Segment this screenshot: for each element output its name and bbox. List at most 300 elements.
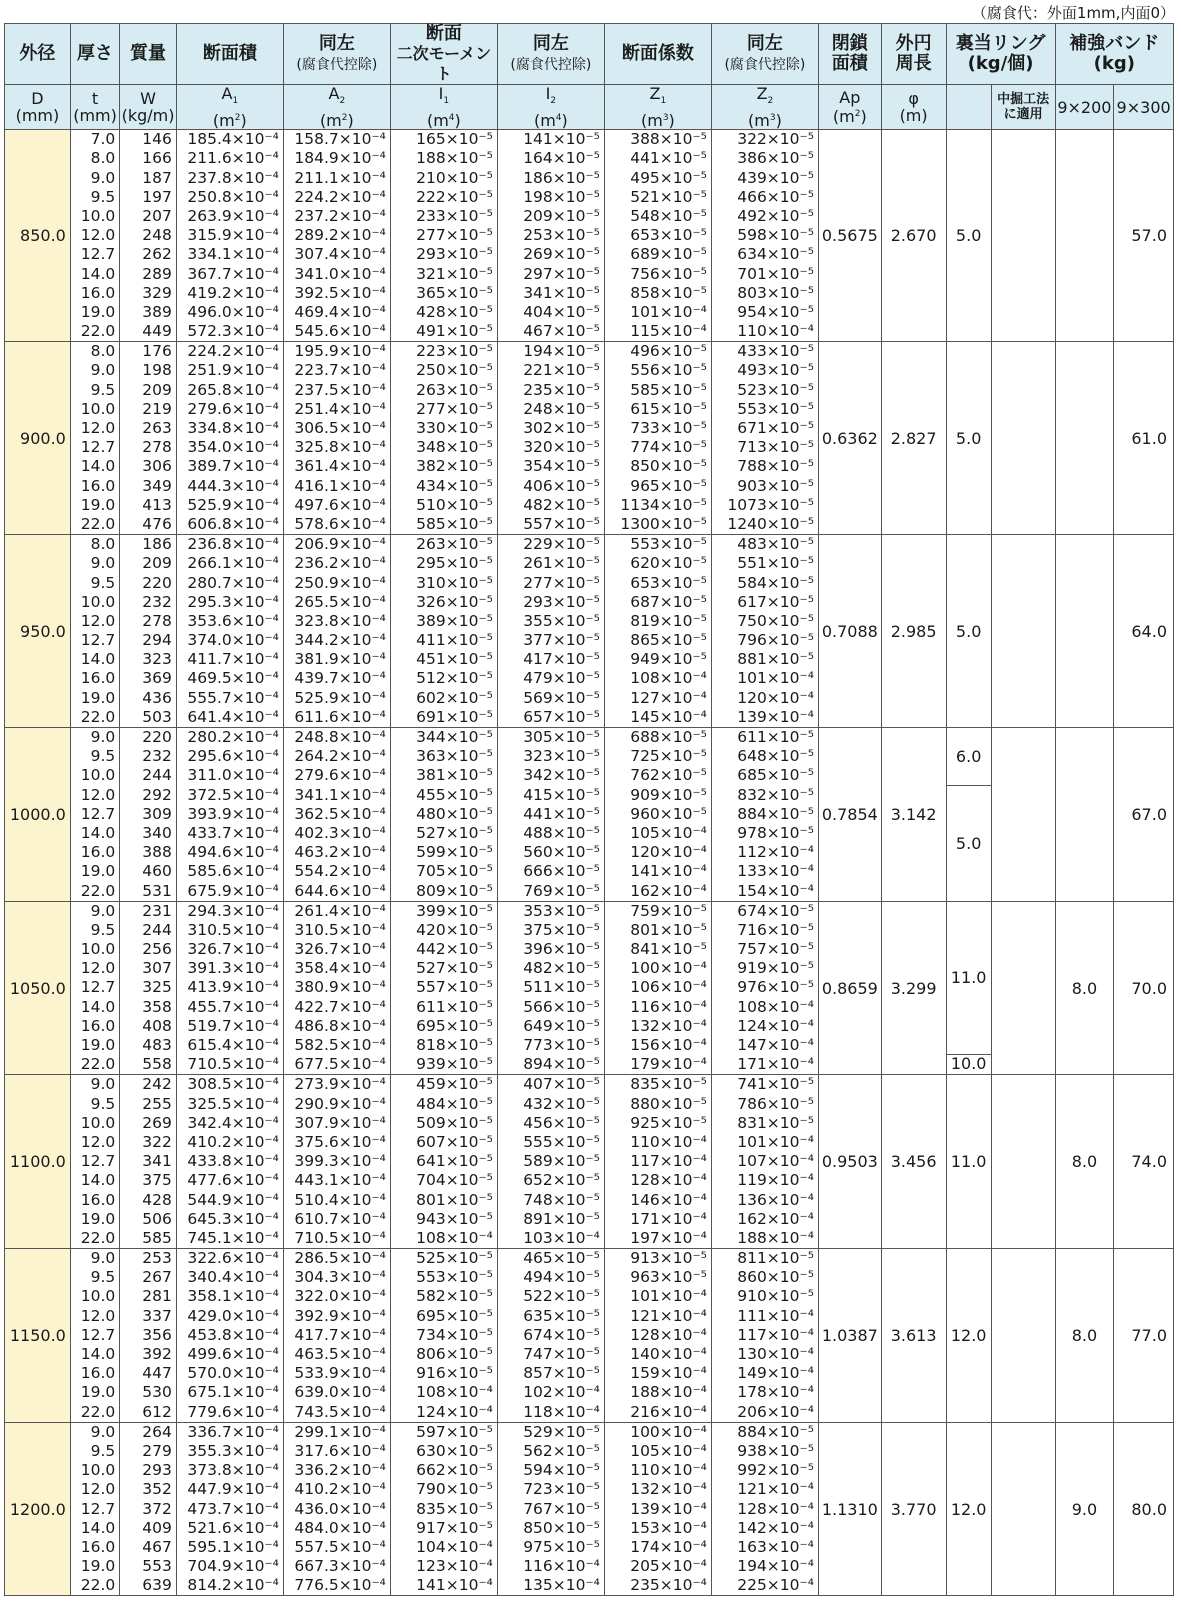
col-i1 — [390, 728, 497, 902]
ring-cell: 11.0 — [946, 1075, 991, 1249]
table-row — [5, 728, 1174, 902]
a1-value: 419.2×10⁻⁴ — [187, 283, 279, 302]
col-a1 — [176, 901, 283, 1075]
i1-value: 607×10⁻⁵ — [416, 1132, 493, 1151]
t-value: 16.0 — [80, 1190, 116, 1209]
col-z1 — [604, 342, 711, 535]
i2-value: 135×10⁻⁴ — [523, 1576, 600, 1595]
ring-value: 11.0 — [950, 968, 987, 988]
a1-value: 521.6×10⁻⁴ — [187, 1518, 279, 1537]
i1-value: 188×10⁻⁵ — [416, 149, 493, 168]
i2-value: 396×10⁻⁵ — [523, 940, 600, 959]
a2-value: 422.7×10⁻⁴ — [294, 997, 386, 1016]
ring-sub-cell — [991, 901, 1055, 1075]
i2-value: 441×10⁻⁵ — [523, 804, 600, 823]
w-value: 267 — [142, 1268, 172, 1287]
i1-value: 123×10⁻⁴ — [416, 1557, 493, 1576]
diameter-cell: 1100.0 — [5, 1075, 71, 1249]
w-value: 460 — [142, 862, 172, 881]
i2-value: 432×10⁻⁵ — [523, 1094, 600, 1113]
z1-value: 880×10⁻⁵ — [630, 1094, 707, 1113]
z2-value: 832×10⁻⁵ — [737, 785, 814, 804]
i2-value: 221×10⁻⁵ — [523, 361, 600, 380]
a1-value: 525.9×10⁻⁴ — [187, 495, 279, 514]
a2-value: 237.5×10⁻⁴ — [294, 380, 386, 399]
z2-value: 133×10⁻⁴ — [737, 862, 814, 881]
i1-value: 527×10⁻⁵ — [416, 823, 493, 842]
a1-value: 325.5×10⁻⁴ — [187, 1094, 279, 1113]
col-i1 — [390, 901, 497, 1075]
w-value: 553 — [142, 1557, 172, 1576]
col-z1 — [604, 1422, 711, 1596]
w-value: 585 — [142, 1228, 172, 1247]
i1-value: 295×10⁻⁵ — [416, 554, 493, 573]
a1-value: 499.6×10⁻⁴ — [187, 1345, 279, 1363]
z1-value: 756×10⁻⁵ — [630, 264, 707, 283]
z1-value: 108×10⁻⁴ — [630, 669, 707, 688]
i1-value: 491×10⁻⁵ — [416, 322, 493, 341]
col-z1 — [604, 901, 711, 1075]
a2-value: 273.9×10⁻⁴ — [294, 1075, 386, 1094]
a2-value: 525.9×10⁻⁴ — [294, 688, 386, 707]
a2-value: 510.4×10⁻⁴ — [294, 1190, 386, 1209]
col-i1 — [390, 535, 497, 728]
a1-value: 295.6×10⁻⁴ — [187, 747, 279, 766]
z2-value: 938×10⁻⁵ — [737, 1441, 814, 1460]
t-value: 9.5 — [90, 920, 116, 939]
a2-value: 248.8×10⁻⁴ — [294, 728, 386, 746]
a1-value: 453.8×10⁻⁴ — [187, 1325, 279, 1344]
w-value: 278 — [142, 611, 172, 630]
ring-sub-cell — [991, 1249, 1055, 1423]
table-row — [5, 130, 1174, 342]
col-a1 — [176, 1249, 283, 1423]
col-w — [120, 130, 177, 342]
perimeter-cell: 3.456 — [881, 1075, 946, 1249]
z2-value: 523×10⁻⁵ — [737, 380, 814, 399]
i1-value: 263×10⁻⁵ — [416, 380, 493, 399]
t-value: 14.0 — [80, 1518, 116, 1537]
a2-value: 410.2×10⁻⁴ — [294, 1480, 386, 1499]
closed-area-cell: 0.7854 — [818, 728, 881, 902]
w-value: 231 — [142, 901, 172, 920]
z2-value: 108×10⁻⁴ — [737, 997, 814, 1016]
z2-value: 910×10⁻⁵ — [737, 1287, 814, 1306]
w-value: 294 — [142, 631, 172, 650]
z2-value: 188×10⁻⁴ — [737, 1228, 814, 1247]
w-value: 232 — [142, 747, 172, 766]
i2-value: 465×10⁻⁵ — [523, 1249, 600, 1268]
unit-band-200: 9×200 — [1055, 85, 1114, 130]
i2-value: 589×10⁻⁵ — [523, 1152, 600, 1171]
z2-value: 120×10⁻⁴ — [737, 688, 814, 707]
a2-value: 223.7×10⁻⁴ — [294, 361, 386, 380]
t-value: 12.0 — [80, 611, 116, 630]
col-i1 — [390, 1422, 497, 1596]
z2-value: 206×10⁻⁴ — [737, 1402, 814, 1421]
z2-value: 611×10⁻⁵ — [737, 728, 814, 746]
z1-value: 106×10⁻⁴ — [630, 978, 707, 997]
a1-value: 251.9×10⁻⁴ — [187, 361, 279, 380]
i2-value: 277×10⁻⁵ — [523, 573, 600, 592]
z1-value: 496×10⁻⁵ — [630, 342, 707, 361]
i1-value: 223×10⁻⁵ — [416, 342, 493, 361]
col-a2 — [283, 1249, 390, 1423]
corrosion-note: （腐食代：外面1mm,内面0） — [971, 4, 1175, 22]
z1-value: 153×10⁻⁴ — [630, 1518, 707, 1537]
diameter-cell: 900.0 — [5, 342, 71, 535]
w-value: 639 — [142, 1576, 172, 1595]
i1-value: 582×10⁻⁵ — [416, 1287, 493, 1306]
z1-value: 963×10⁻⁵ — [630, 1268, 707, 1287]
a1-value: 675.9×10⁻⁴ — [187, 881, 279, 900]
t-value: 10.0 — [80, 399, 116, 418]
col-t — [70, 1422, 119, 1596]
z2-value: 178×10⁻⁴ — [737, 1383, 814, 1402]
i1-value: 459×10⁻⁵ — [416, 1075, 493, 1094]
a1-value: 433.7×10⁻⁴ — [187, 823, 279, 842]
a1-value: 266.1×10⁻⁴ — [187, 554, 279, 573]
a2-value: 250.9×10⁻⁴ — [294, 573, 386, 592]
diameter-cell: 1200.0 — [5, 1422, 71, 1596]
a1-value: 455.7×10⁻⁴ — [187, 997, 279, 1016]
band-300-cell: 80.0 — [1114, 1422, 1174, 1596]
i2-value: 404×10⁻⁵ — [523, 302, 600, 321]
z2-value: 553×10⁻⁵ — [737, 399, 814, 418]
a2-value: 306.5×10⁻⁴ — [294, 419, 386, 437]
a1-value: 710.5×10⁻⁴ — [187, 1055, 279, 1074]
col-a1 — [176, 535, 283, 728]
header-z1: 断面係数 — [604, 24, 711, 85]
a2-value: 443.1×10⁻⁴ — [294, 1171, 386, 1190]
a1-value: 411.7×10⁻⁴ — [187, 650, 279, 669]
z2-value: 142×10⁻⁴ — [737, 1518, 814, 1537]
a2-value: 610.7×10⁻⁴ — [294, 1209, 386, 1228]
z1-value: 1134×10⁻⁵ — [620, 495, 707, 514]
t-value: 14.0 — [80, 457, 116, 476]
z2-value: 750×10⁻⁵ — [737, 611, 814, 630]
a1-value: 237.8×10⁻⁴ — [187, 168, 279, 187]
col-z2 — [711, 1075, 818, 1249]
a2-value: 195.9×10⁻⁴ — [294, 342, 386, 361]
header-a2: 同左 (腐食代控除) — [283, 24, 390, 85]
a1-value: 236.8×10⁻⁴ — [187, 535, 279, 554]
i1-value: 210×10⁻⁵ — [416, 168, 493, 187]
a1-value: 494.6×10⁻⁴ — [187, 843, 279, 862]
t-value: 16.0 — [80, 476, 116, 495]
i2-value: 305×10⁻⁵ — [523, 728, 600, 746]
a1-value: 389.7×10⁻⁴ — [187, 457, 279, 476]
header-z2: 同左 (腐食代控除) — [711, 24, 818, 85]
band-200-cell: 9.0 — [1055, 1422, 1114, 1596]
i2-value: 209×10⁻⁵ — [523, 206, 600, 225]
diameter-cell: 1150.0 — [5, 1249, 71, 1423]
i1-value: 363×10⁻⁵ — [416, 747, 493, 766]
t-value: 12.7 — [80, 1325, 116, 1344]
w-value: 220 — [142, 573, 172, 592]
z1-value: 171×10⁻⁴ — [630, 1209, 707, 1228]
t-value: 16.0 — [80, 1016, 116, 1035]
z1-value: 858×10⁻⁵ — [630, 283, 707, 302]
w-value: 209 — [142, 554, 172, 573]
t-value: 12.7 — [80, 1499, 116, 1518]
a1-value: 779.6×10⁻⁴ — [187, 1402, 279, 1421]
i2-value: 666×10⁻⁵ — [523, 862, 600, 881]
i1-value: 389×10⁻⁵ — [416, 611, 493, 630]
t-value: 9.0 — [90, 361, 116, 380]
z1-value: 159×10⁻⁴ — [630, 1364, 707, 1383]
a1-value: 570.0×10⁻⁴ — [187, 1364, 279, 1383]
col-t — [70, 535, 119, 728]
col-i2 — [497, 1422, 604, 1596]
z1-value: 188×10⁻⁴ — [630, 1383, 707, 1402]
t-value: 19.0 — [80, 1383, 116, 1402]
z2-value: 584×10⁻⁵ — [737, 573, 814, 592]
w-value: 292 — [142, 785, 172, 804]
band-200-cell — [1055, 342, 1114, 535]
a1-value: 477.6×10⁻⁴ — [187, 1171, 279, 1190]
w-value: 198 — [142, 361, 172, 380]
table-row — [5, 342, 1174, 535]
w-value: 447 — [142, 1364, 172, 1383]
i1-value: 365×10⁻⁵ — [416, 283, 493, 302]
a2-value: 380.9×10⁻⁴ — [294, 978, 386, 997]
a2-value: 322.0×10⁻⁴ — [294, 1287, 386, 1306]
i2-value: 747×10⁻⁵ — [523, 1345, 600, 1363]
t-value: 12.7 — [80, 804, 116, 823]
header-w: 質量 — [120, 24, 177, 85]
t-value: 16.0 — [80, 669, 116, 688]
t-value: 22.0 — [80, 514, 116, 533]
i1-value: 420×10⁻⁵ — [416, 920, 493, 939]
ring-value-alt: 10.0 — [947, 1054, 991, 1073]
ring-sub-cell — [991, 728, 1055, 902]
t-value: 12.0 — [80, 1306, 116, 1325]
z1-value: 762×10⁻⁵ — [630, 766, 707, 785]
i2-value: 857×10⁻⁵ — [523, 1364, 600, 1383]
w-value: 558 — [142, 1055, 172, 1074]
col-z2 — [711, 535, 818, 728]
i2-value: 557×10⁻⁵ — [523, 514, 600, 533]
t-value: 10.0 — [80, 1113, 116, 1132]
z2-value: 954×10⁻⁵ — [737, 302, 814, 321]
z1-value: 548×10⁻⁵ — [630, 206, 707, 225]
z1-value: 132×10⁻⁴ — [630, 1016, 707, 1035]
z1-value: 132×10⁻⁴ — [630, 1480, 707, 1499]
t-value: 12.0 — [80, 785, 116, 804]
i2-value: 529×10⁻⁵ — [523, 1422, 600, 1441]
col-z1 — [604, 728, 711, 902]
t-value: 19.0 — [80, 302, 116, 321]
i2-value: 186×10⁻⁵ — [523, 168, 600, 187]
band-200-cell — [1055, 535, 1114, 728]
t-value: 16.0 — [80, 1364, 116, 1383]
i2-value: 102×10⁻⁴ — [523, 1383, 600, 1402]
i1-value: 599×10⁻⁵ — [416, 843, 493, 862]
z1-value: 687×10⁻⁵ — [630, 592, 707, 611]
z1-value: 139×10⁻⁴ — [630, 1499, 707, 1518]
i2-value: 674×10⁻⁵ — [523, 1325, 600, 1344]
z1-value: 653×10⁻⁵ — [630, 226, 707, 245]
z1-value: 774×10⁻⁵ — [630, 438, 707, 457]
i2-value: 467×10⁻⁵ — [523, 322, 600, 341]
header-a1: 断面積 — [176, 24, 283, 85]
i1-value: 382×10⁻⁵ — [416, 457, 493, 476]
i2-value: 103×10⁻⁴ — [523, 1228, 600, 1247]
t-value: 19.0 — [80, 495, 116, 514]
i2-value: 302×10⁻⁵ — [523, 419, 600, 437]
a2-value: 463.2×10⁻⁴ — [294, 843, 386, 862]
a1-value: 211.6×10⁻⁴ — [187, 149, 279, 168]
a2-value: 469.4×10⁻⁴ — [294, 302, 386, 321]
t-value: 14.0 — [80, 997, 116, 1016]
col-z2 — [711, 901, 818, 1075]
header-d: 外径 — [5, 24, 71, 85]
i1-value: 451×10⁻⁵ — [416, 650, 493, 669]
i2-value: 355×10⁻⁵ — [523, 611, 600, 630]
i2-value: 975×10⁻⁵ — [523, 1537, 600, 1556]
w-value: 244 — [142, 766, 172, 785]
w-value: 209 — [142, 380, 172, 399]
z2-value: 884×10⁻⁵ — [737, 804, 814, 823]
a1-value: 308.5×10⁻⁴ — [187, 1075, 279, 1094]
i2-value: 769×10⁻⁵ — [523, 881, 600, 900]
w-value: 349 — [142, 476, 172, 495]
a1-value: 353.6×10⁻⁴ — [187, 611, 279, 630]
ring-value-alt: 5.0 — [955, 833, 982, 853]
i2-value: 652×10⁻⁵ — [523, 1171, 600, 1190]
i1-value: 222×10⁻⁵ — [416, 187, 493, 206]
a1-value: 473.7×10⁻⁴ — [187, 1499, 279, 1518]
col-w — [120, 1422, 177, 1596]
unit-a2: $A_2$ $(m^2)$ — [283, 85, 390, 130]
a1-value: 496.0×10⁻⁴ — [187, 302, 279, 321]
i2-value: 482×10⁻⁵ — [523, 959, 600, 978]
z1-value: 965×10⁻⁵ — [630, 476, 707, 495]
col-w — [120, 901, 177, 1075]
a2-value: 184.9×10⁻⁴ — [294, 149, 386, 168]
z2-value: 112×10⁻⁴ — [737, 843, 814, 862]
i1-value: 691×10⁻⁵ — [416, 707, 493, 726]
t-value: 22.0 — [80, 1402, 116, 1421]
t-value: 22.0 — [80, 1055, 116, 1074]
i2-value: 635×10⁻⁵ — [523, 1306, 600, 1325]
a1-value: 645.3×10⁻⁴ — [187, 1209, 279, 1228]
a1-value: 334.8×10⁻⁴ — [187, 419, 279, 437]
z2-value: 598×10⁻⁵ — [737, 226, 814, 245]
w-value: 392 — [142, 1345, 172, 1363]
w-value: 340 — [142, 823, 172, 842]
i1-value: 801×10⁻⁵ — [416, 1190, 493, 1209]
i1-value: 917×10⁻⁵ — [416, 1518, 493, 1537]
z1-value: 101×10⁻⁴ — [630, 1287, 707, 1306]
col-z1 — [604, 1249, 711, 1423]
a2-value: 533.9×10⁻⁴ — [294, 1364, 386, 1383]
a2-value: 224.2×10⁻⁴ — [294, 187, 386, 206]
a2-value: 325.8×10⁻⁴ — [294, 438, 386, 457]
a2-value: 362.5×10⁻⁴ — [294, 804, 386, 823]
perimeter-cell: 3.299 — [881, 901, 946, 1075]
t-value: 22.0 — [80, 881, 116, 900]
z1-value: 688×10⁻⁵ — [630, 728, 707, 746]
z2-value: 433×10⁻⁵ — [737, 342, 814, 361]
a2-value: 261.4×10⁻⁴ — [294, 901, 386, 920]
col-a1 — [176, 342, 283, 535]
a1-value: 704.9×10⁻⁴ — [187, 1557, 279, 1576]
w-value: 263 — [142, 419, 172, 437]
i1-value: 597×10⁻⁵ — [416, 1422, 493, 1441]
a1-value: 263.9×10⁻⁴ — [187, 206, 279, 225]
z2-value: 685×10⁻⁵ — [737, 766, 814, 785]
i1-value: 326×10⁻⁵ — [416, 592, 493, 611]
w-value: 372 — [142, 1499, 172, 1518]
i1-value: 108×10⁻⁴ — [416, 1383, 493, 1402]
a1-value: 250.8×10⁻⁴ — [187, 187, 279, 206]
col-z1 — [604, 130, 711, 342]
z2-value: 439×10⁻⁵ — [737, 168, 814, 187]
z1-value: 913×10⁻⁵ — [630, 1249, 707, 1268]
t-value: 12.0 — [80, 1480, 116, 1499]
i1-value: 124×10⁻⁴ — [416, 1402, 493, 1421]
i1-value: 263×10⁻⁵ — [416, 535, 493, 554]
z2-value: 466×10⁻⁵ — [737, 187, 814, 206]
a1-value: 391.3×10⁻⁴ — [187, 959, 279, 978]
i2-value: 773×10⁻⁵ — [523, 1036, 600, 1054]
z1-value: 725×10⁻⁵ — [630, 747, 707, 766]
i1-value: 233×10⁻⁵ — [416, 206, 493, 225]
col-w — [120, 342, 177, 535]
a2-value: 265.5×10⁻⁴ — [294, 592, 386, 611]
t-value: 12.0 — [80, 959, 116, 978]
header-ap: 閉鎖 面積 — [818, 24, 881, 85]
w-value: 389 — [142, 302, 172, 321]
col-z2 — [711, 728, 818, 902]
col-a1 — [176, 728, 283, 902]
header-i2: 同左 (腐食代控除) — [497, 24, 604, 85]
ring-sub-cell — [991, 342, 1055, 535]
z2-value: 163×10⁻⁴ — [737, 1537, 814, 1556]
a1-value: 354.0×10⁻⁴ — [187, 438, 279, 457]
i2-value: 488×10⁻⁵ — [523, 823, 600, 842]
col-z1 — [604, 535, 711, 728]
a1-value: 322.6×10⁻⁴ — [187, 1249, 279, 1268]
t-value: 10.0 — [80, 1287, 116, 1306]
z1-value: 101×10⁻⁴ — [630, 302, 707, 321]
a2-value: 323.8×10⁻⁴ — [294, 611, 386, 630]
a2-value: 392.5×10⁻⁴ — [294, 283, 386, 302]
z1-value: 100×10⁻⁴ — [630, 1422, 707, 1441]
w-value: 358 — [142, 997, 172, 1016]
i1-value: 835×10⁻⁵ — [416, 1499, 493, 1518]
t-value: 12.7 — [80, 438, 116, 457]
z2-value: 716×10⁻⁵ — [737, 920, 814, 939]
a1-value: 374.0×10⁻⁴ — [187, 631, 279, 650]
z2-value: 674×10⁻⁵ — [737, 901, 814, 920]
a2-value: 279.6×10⁻⁴ — [294, 766, 386, 785]
a1-value: 265.8×10⁻⁴ — [187, 380, 279, 399]
i2-value: 164×10⁻⁵ — [523, 149, 600, 168]
a1-value: 280.2×10⁻⁴ — [187, 728, 279, 746]
a2-value: 341.0×10⁻⁴ — [294, 264, 386, 283]
i2-value: 293×10⁻⁵ — [523, 592, 600, 611]
z1-value: 556×10⁻⁵ — [630, 361, 707, 380]
z1-value: 521×10⁻⁵ — [630, 187, 707, 206]
i1-value: 557×10⁻⁵ — [416, 978, 493, 997]
i1-value: 321×10⁻⁵ — [416, 264, 493, 283]
i1-value: 662×10⁻⁵ — [416, 1461, 493, 1480]
a1-value: 410.2×10⁻⁴ — [187, 1132, 279, 1151]
a2-value: 326.7×10⁻⁴ — [294, 940, 386, 959]
